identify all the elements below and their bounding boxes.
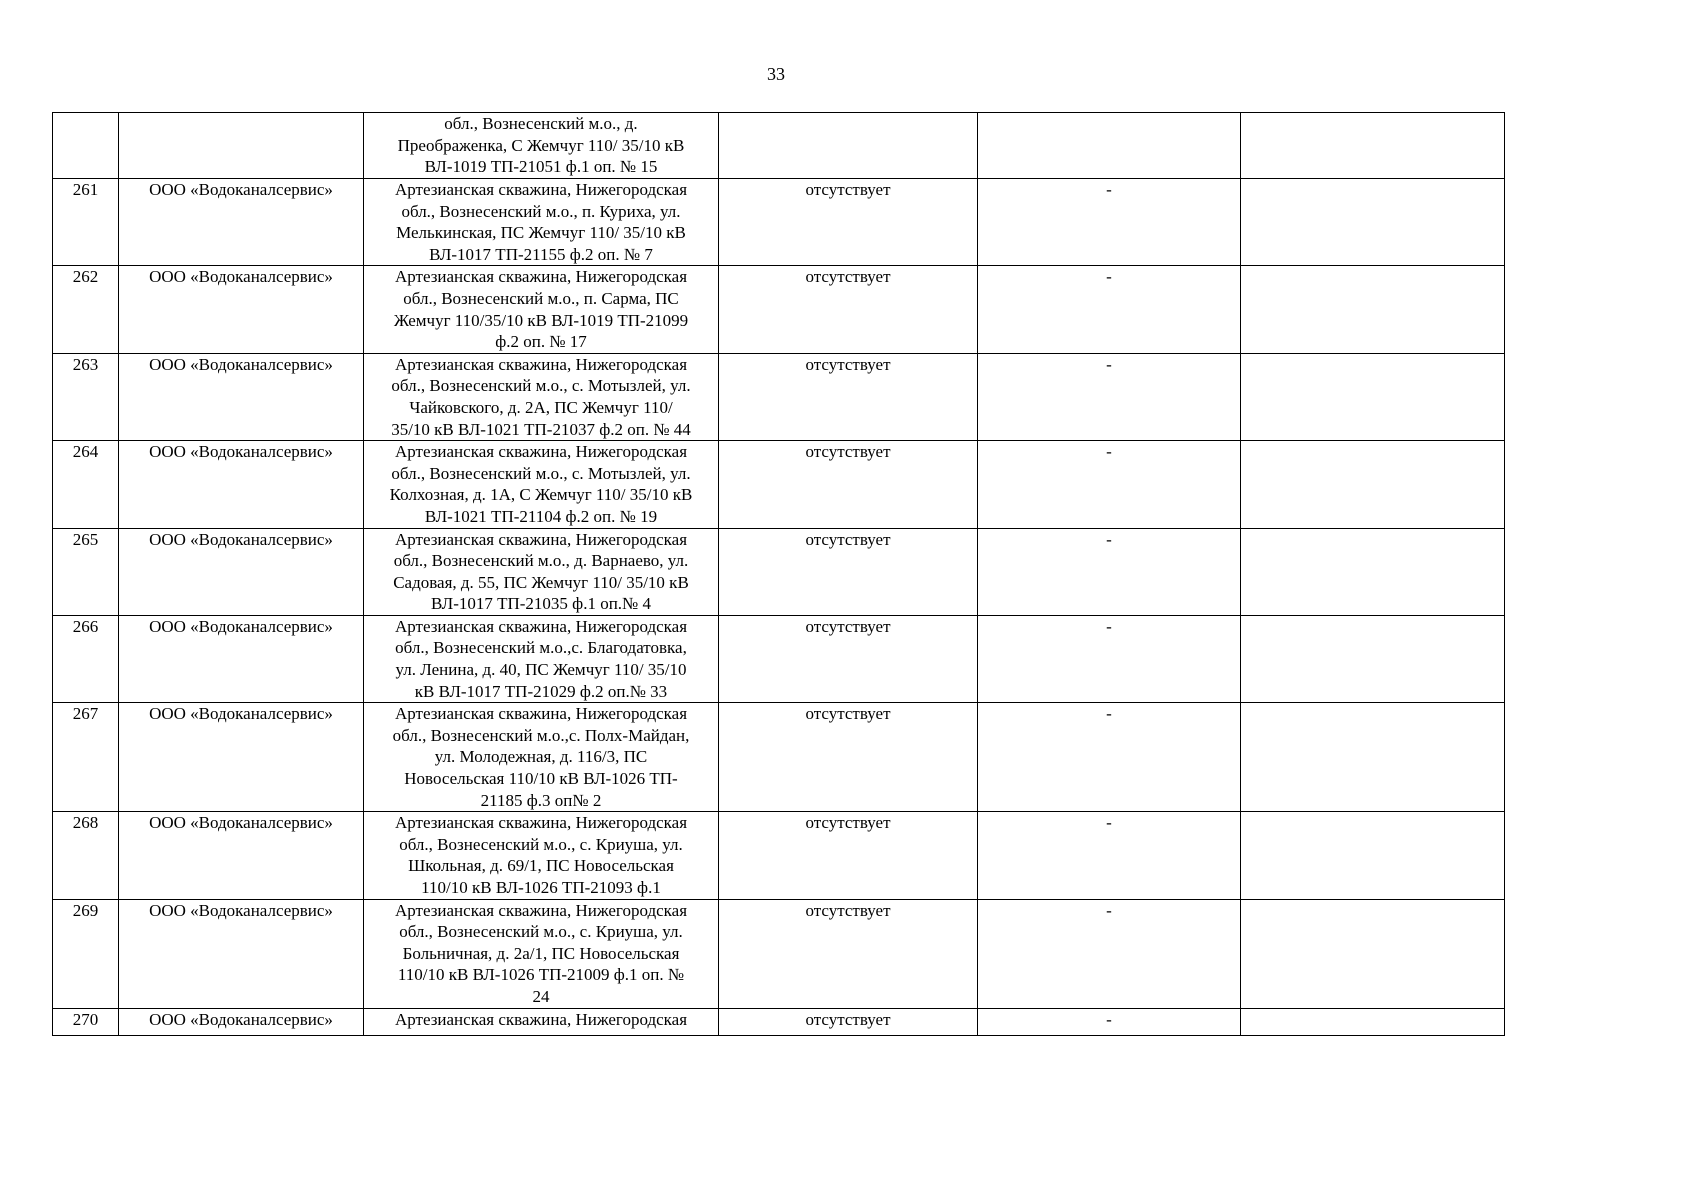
status-cell xyxy=(719,113,978,179)
row-number-cell: 270 xyxy=(53,1008,119,1035)
status-cell: отсутствует xyxy=(719,899,978,1008)
status-cell: отсутствует xyxy=(719,266,978,353)
address-line: ул. Молодежная, д. 116/3, ПС xyxy=(434,747,648,767)
address-line: ВЛ-1017 ТП-21155 ф.2 оп. № 7 xyxy=(429,244,653,264)
table-row xyxy=(53,441,1505,528)
status-cell: отсутствует xyxy=(719,1008,978,1035)
page-number: 33 xyxy=(767,64,785,84)
table-row xyxy=(53,528,1505,615)
table-row xyxy=(53,615,1505,702)
dash-cell: - xyxy=(978,266,1241,353)
address-line: Садовая, д. 55, ПС Жемчуг 110/ 35/10 кВ xyxy=(393,572,689,592)
table-row xyxy=(53,179,1505,266)
address-cell xyxy=(364,1008,719,1035)
dash-cell: - xyxy=(978,1008,1241,1035)
organization-cell: ООО «Водоканалсервис» xyxy=(119,266,364,353)
address-cell xyxy=(364,899,719,1008)
address-line: ул. Ленина, д. 40, ПС Жемчуг 110/ 35/10 xyxy=(395,660,687,680)
empty-cell xyxy=(1241,179,1505,266)
address-cell xyxy=(364,441,719,528)
address-line: Артезианская скважина, Нижегородская xyxy=(394,180,688,199)
table-row xyxy=(53,703,1505,812)
status-cell: отсутствует xyxy=(719,528,978,615)
row-number-cell: 264 xyxy=(53,441,119,528)
address-line: Артезианская скважина, Нижегородская xyxy=(394,354,688,374)
address-line: 110/10 кВ ВЛ-1026 ТП-21009 ф.1 оп. № xyxy=(397,965,685,985)
organization-cell: ООО «Водоканалсервис» xyxy=(119,179,364,266)
organization-cell: ООО «Водоканалсервис» xyxy=(119,353,364,440)
dash-cell: - xyxy=(978,615,1241,702)
row-number-cell: 269 xyxy=(53,899,119,1008)
address-line: Колхозная, д. 1А, С Жемчуг 110/ 35/10 кВ xyxy=(389,485,693,505)
empty-cell xyxy=(1241,528,1505,615)
dash-cell: - xyxy=(978,528,1241,615)
address-line: Артезианская скважина, Нижегородская xyxy=(394,900,688,920)
address-line: ВЛ-1019 ТП-21051 ф.1 оп. № 15 xyxy=(424,157,658,177)
status-cell: отсутствует xyxy=(719,703,978,812)
address-cell xyxy=(364,812,719,899)
address-line: 24 xyxy=(532,986,550,1006)
address-line: Артезианская скважина, Нижегородская xyxy=(394,704,688,724)
table-row xyxy=(53,266,1505,353)
address-line: обл., Вознесенский м.о., д. xyxy=(444,114,638,133)
dash-cell: - xyxy=(978,441,1241,528)
address-line: 110/10 кВ ВЛ-1026 ТП-21093 ф.1 xyxy=(421,878,661,897)
organization-cell: ООО «Водоканалсервис» xyxy=(119,1008,364,1035)
empty-cell xyxy=(1241,1008,1505,1035)
address-cell xyxy=(364,113,719,179)
address-line: обл., Вознесенский м.о., д. Варнаево, ул. xyxy=(393,551,689,571)
empty-cell xyxy=(1241,812,1505,899)
address-line: ВЛ-1021 ТП-21104 ф.2 оп. № 19 xyxy=(424,506,658,526)
address-line: Артезианская скважина, Нижегородская xyxy=(394,442,688,462)
row-number-cell: 265 xyxy=(53,528,119,615)
address-line: обл., Вознесенский м.о., п. Куриха, ул. xyxy=(401,201,681,221)
table-row xyxy=(53,113,1505,179)
table-row xyxy=(53,353,1505,440)
address-line: Артезианская скважина, Нижегородская xyxy=(394,813,688,833)
address-line: Новосельская 110/10 кВ ВЛ-1026 ТП- xyxy=(404,769,678,789)
status-cell: отсутствует xyxy=(719,441,978,528)
table-row xyxy=(53,899,1505,1008)
status-cell: отсутствует xyxy=(719,812,978,899)
row-number-cell xyxy=(53,113,119,179)
empty-cell xyxy=(1241,441,1505,528)
address-line: Больничная, д. 2а/1, ПС Новосельская xyxy=(402,943,680,963)
address-cell xyxy=(364,266,719,353)
address-cell xyxy=(364,615,719,702)
row-number-cell: 263 xyxy=(53,353,119,440)
address-line: Артезианская скважина, Нижегородская xyxy=(394,267,688,287)
table-row xyxy=(53,812,1505,899)
address-line: обл., Вознесенский м.о., с. Криуша, ул. xyxy=(399,922,683,942)
address-cell xyxy=(364,353,719,440)
row-number-cell: 266 xyxy=(53,615,119,702)
address-line: обл., Вознесенский м.о., с. Мотызлей, ул. xyxy=(391,376,691,396)
address-line: Школьная, д. 69/1, ПС Новосельская xyxy=(408,856,674,876)
empty-cell xyxy=(1241,266,1505,353)
empty-cell xyxy=(1241,703,1505,812)
address-line: ВЛ-1017 ТП-21035 ф.1 оп.№ 4 xyxy=(430,594,652,614)
dash-cell: - xyxy=(978,703,1241,812)
empty-cell xyxy=(1241,615,1505,702)
organization-cell: ООО «Водоканалсервис» xyxy=(119,703,364,812)
empty-cell xyxy=(1241,353,1505,440)
address-line: ф.2 оп. № 17 xyxy=(495,332,587,352)
address-line: 21185 ф.3 оп№ 2 xyxy=(480,790,602,810)
address-line: обл., Вознесенский м.о., с. Мотызлей, ул. xyxy=(391,463,691,483)
address-cell xyxy=(364,528,719,615)
address-line: Преображенка, С Жемчуг 110/ 35/10 кВ xyxy=(397,135,685,155)
address-line: обл., Вознесенский м.о.,с. Полх-Майдан, xyxy=(392,725,690,745)
address-line: Чайковского, д. 2А, ПС Жемчуг 110/ xyxy=(409,397,673,417)
empty-cell xyxy=(1241,899,1505,1008)
dash-cell xyxy=(978,113,1241,179)
table-body xyxy=(53,113,1505,1036)
organization-cell xyxy=(119,113,364,179)
dash-cell: - xyxy=(978,812,1241,899)
address-line: обл., Вознесенский м.о.,с. Благодатовка, xyxy=(395,638,687,658)
status-cell: отсутствует xyxy=(719,353,978,440)
row-number-cell: 262 xyxy=(53,266,119,353)
row-number-cell: 267 xyxy=(53,703,119,812)
address-line: Жемчуг 110/35/10 кВ ВЛ-1019 ТП-21099 xyxy=(393,310,689,330)
table-row xyxy=(53,1008,1505,1035)
address-line: Мелькинская, ПС Жемчуг 110/ 35/10 кВ xyxy=(396,223,686,243)
document-table xyxy=(52,112,1505,1036)
address-line: Артезианская скважина, Нижегородская xyxy=(394,529,688,549)
address-line: Артезианская скважина, Нижегородская xyxy=(394,1009,688,1029)
row-number-cell: 268 xyxy=(53,812,119,899)
address-cell xyxy=(364,179,719,266)
organization-cell: ООО «Водоканалсервис» xyxy=(119,899,364,1008)
organization-cell: ООО «Водоканалсервис» xyxy=(119,812,364,899)
address-line: обл., Вознесенский м.о., п. Сарма, ПС xyxy=(403,288,679,308)
address-line: Артезианская скважина, Нижегородская xyxy=(394,616,688,636)
address-line: 35/10 кВ ВЛ-1021 ТП-21037 ф.2 оп. № 44 xyxy=(391,419,691,439)
address-line: кВ ВЛ-1017 ТП-21029 ф.2 оп.№ 33 xyxy=(414,681,668,701)
row-number-cell: 261 xyxy=(53,179,119,266)
organization-cell: ООО «Водоканалсервис» xyxy=(119,441,364,528)
empty-cell xyxy=(1241,113,1505,179)
address-line: обл., Вознесенский м.о., с. Криуша, ул. xyxy=(399,834,683,854)
dash-cell: - xyxy=(978,353,1241,440)
dash-cell: - xyxy=(978,899,1241,1008)
status-cell: отсутствует xyxy=(719,615,978,702)
organization-cell: ООО «Водоканалсервис» xyxy=(119,615,364,702)
dash-cell: - xyxy=(978,179,1241,266)
status-cell: отсутствует xyxy=(719,179,978,266)
address-cell xyxy=(364,703,719,812)
organization-cell: ООО «Водоканалсервис» xyxy=(119,528,364,615)
